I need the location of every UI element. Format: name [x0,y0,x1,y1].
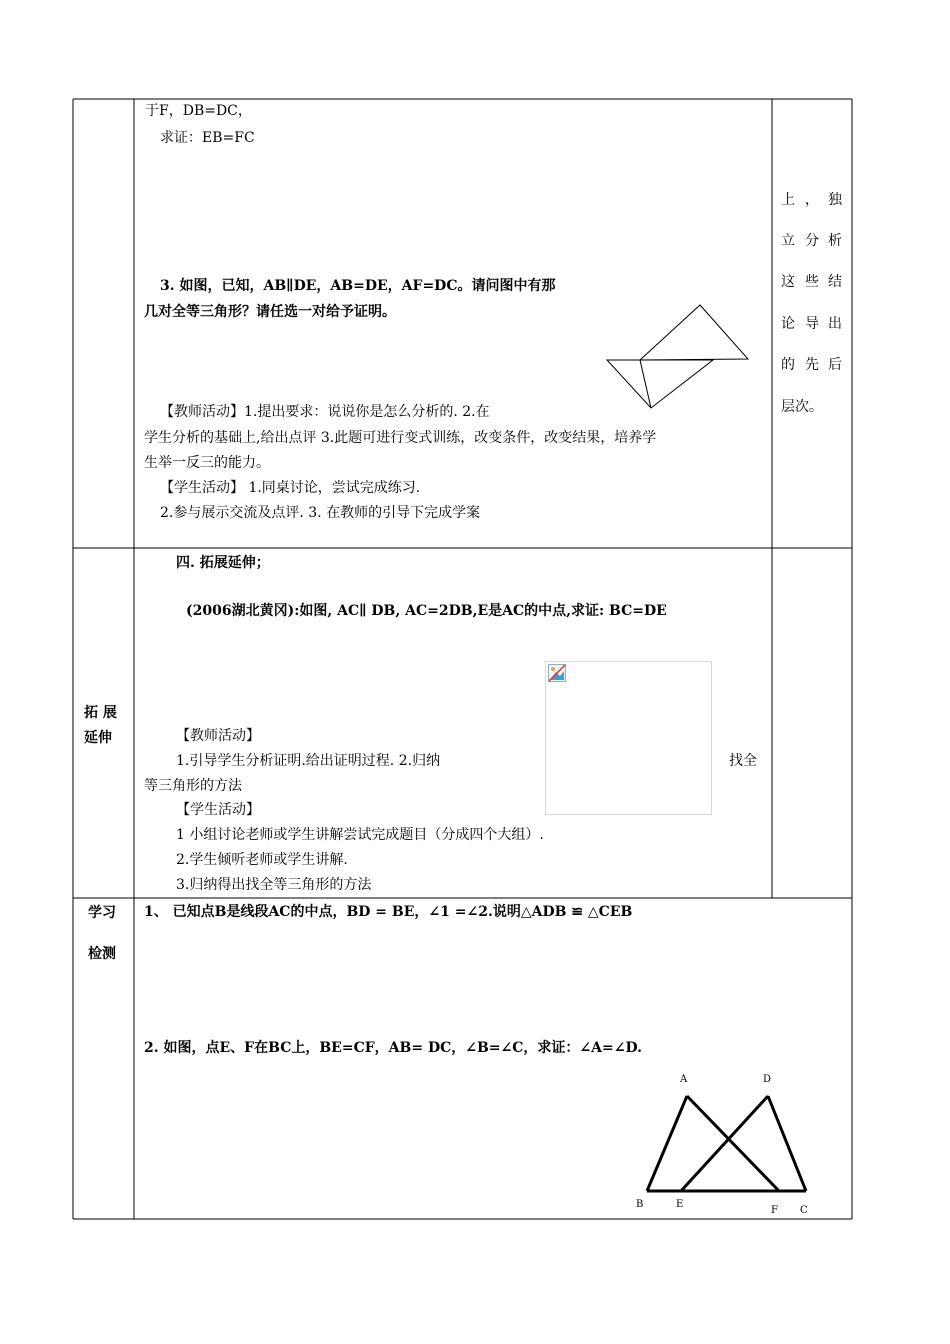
vertex-label-d: D [763,1074,772,1085]
question-3-line2: 几对全等三角形？请任选一对给予证明。 [144,304,396,320]
row-label-test-b: 检测 [88,946,116,962]
row-label-test-a: 学习 [88,905,116,921]
side-char: 些 [805,274,819,290]
side-char: 析 [828,233,842,249]
student-activity-3: 3.归纳得出找全等三角形的方法 [176,877,372,893]
vertex-label-f: F [771,1205,778,1216]
text-line: 于F，DB=DC， [145,103,252,119]
prove-statement: 求证：EB=FC [160,130,255,146]
side-char: 后 [828,357,842,373]
student-activity-head: 【学生活动】 [176,802,260,818]
teacher-activity-c: 生举一反三的能力。 [144,455,270,471]
student-activity-a: 【学生活动】 1.同桌讨论，尝试完成练习. [160,480,421,496]
side-char: ， [805,192,819,208]
row-label-extend-b: 延伸 [84,730,112,746]
teacher-activity-1-tail: 找全 [729,753,757,769]
side-char: 论 [781,316,795,332]
test-question-2: 2. 如图，点E、F在BC上，BE=CF，AB= DC，∠B=∠C，求证：∠A=∠D. [144,1040,642,1056]
side-char: 导 [805,316,819,332]
teacher-activity-b: 学生分析的基础上,给出点评 3.此题可进行变式训练，改变条件，改变结果，培养学 [144,430,657,446]
vertex-label-e: E [676,1199,684,1210]
side-char: 的 [781,357,795,373]
side-char: 分 [805,233,819,249]
side-char: 立 [781,233,795,249]
section-heading: 四. 拓展延伸； [176,555,270,571]
teacher-activity-a: 【教师活动】1.提出要求：说说你是怎么分析的. 2.在 [160,404,490,420]
side-char: 上 [781,192,795,208]
vertex-label-b: B [636,1199,644,1210]
vertex-label-c: C [800,1205,808,1216]
student-activity-1: 1 小组讨论老师或学生讲解尝试完成题目（分成四个大组）. [176,827,544,843]
side-char: 结 [828,274,842,290]
teacher-activity-2: 等三角形的方法 [144,778,242,794]
side-char: 出 [828,316,842,332]
test-question-1: 1、 已知点B是线段AC的中点，BD = BE，∠1 =∠2.说明△ADB ≌ △CEB [144,904,633,920]
question-3-line1: 3. 如图，已知，AB∥DE，AB=DE，AF=DC。请问图中有那 [160,278,556,294]
side-char: 层次。 [781,399,823,415]
student-activity-b: 2.参与展示交流及点评. 3. 在教师的引导下完成学案 [160,505,481,521]
teacher-activity-1: 1.引导学生分析证明.给出证明过程. 2.归纳 [176,753,441,769]
row-label-extend-a: 拓 展 [84,705,117,721]
student-activity-2: 2.学生倾听老师或学生讲解. [176,852,348,868]
extension-problem: (2006湖北黄冈):如图, AC∥ DB, AC=2DB,E是AC的中点,求证: BC=DE [186,603,667,619]
side-char: 先 [805,357,819,373]
vertex-label-a: A [680,1074,688,1085]
side-char: 这 [781,274,795,290]
side-char: 独 [828,192,842,208]
teacher-activity-head: 【教师活动】 [176,728,260,744]
